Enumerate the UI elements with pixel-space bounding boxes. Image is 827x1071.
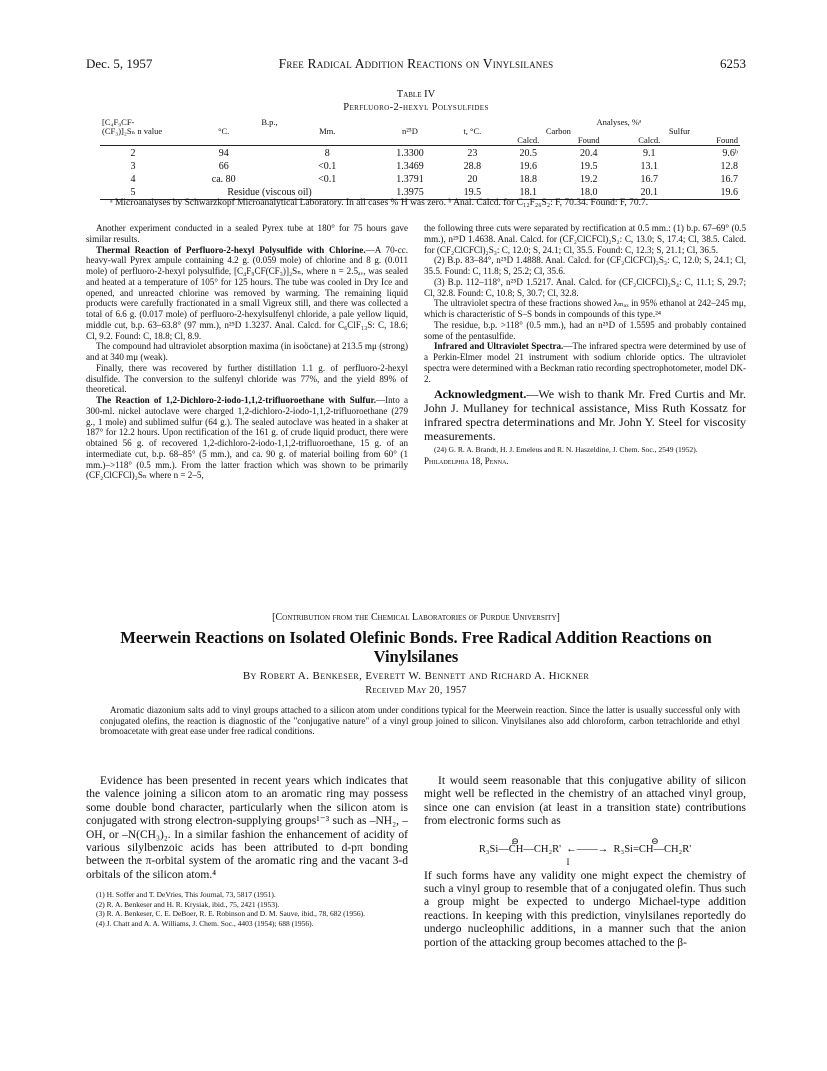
- table-header-row-3: [100, 136, 740, 146]
- cell-n: 2: [130, 148, 136, 159]
- cell-c-found: 19.5: [580, 161, 598, 172]
- cell-t: 19.5: [447, 186, 498, 200]
- page-header: [86, 56, 746, 72]
- header-t: t, °C.: [463, 126, 482, 136]
- run-in-heading: The Reaction of 1,2-Dichloro-2-iodo-1,1,2-trifluoroethane with Sulfur.: [96, 395, 376, 405]
- cell-s-calcd: 13.1: [640, 161, 659, 172]
- header-nd: n²⁵D: [401, 126, 418, 136]
- acknowledgment-heading: Acknowledgment.: [434, 387, 527, 402]
- equation-left: R₃Si—ĊH—CH₂R': [478, 843, 562, 855]
- data-table: [100, 118, 740, 200]
- charge-left: ⊖: [511, 835, 519, 846]
- cell-c-calcd: 18.1: [498, 186, 559, 200]
- paragraph: (3) B.p. 112–118°, n²⁵D 1.5217. Anal. Calcd. for (CF₂ClCFCl)₂S₄: C, 11.1; S, 29.7; Cl, 32.8. Found: C, 10.8; S, 30.7; Cl, 32.8.: [424, 276, 746, 298]
- reference-24: (24) G. R. A. Brandt, H. J. Emeleus and R. N. Haszeldine, J. Chem. Soc., 2549 (1952).: [434, 445, 698, 455]
- cell-s-calcd: 20.1: [619, 186, 680, 200]
- cell-c-calcd: 20.5: [519, 148, 537, 159]
- location-line: Philadelphia 18, Penna.: [424, 456, 509, 467]
- cell-s-found: 16.7: [720, 174, 738, 185]
- equation-right: R₃Si=CH—CH₂R': [613, 843, 692, 855]
- cell-bp-mm: <0.1: [318, 161, 337, 172]
- upper-left-column: [86, 223, 408, 481]
- cell-t: 28.8: [463, 161, 482, 172]
- cell-c-found: 19.2: [580, 174, 598, 185]
- header-carbon-calcd: Calcd.: [498, 136, 559, 146]
- header-sulfur-found: Found: [680, 136, 740, 146]
- cell-c-found: 18.0: [559, 186, 619, 200]
- cell-bp-mm: 8: [324, 148, 330, 159]
- paragraph: Evidence has been presented in recent years which indicates that the valence joining a silicon atom to an aromatic ring may possess some double bond character, particularly when the silicon atom is conjugated with strong electron-supplying groups¹⁻³ such as –NH₂, –OH, or –N(CH₃)₂. In a similar fashion the enhancement of acidity of various silylbenzoic acids has been attributed to d-pπ bonding between the π-orbital system of the aromatic ring and the vacant 3-d orbitals of the silicon atom.⁴: [86, 775, 408, 881]
- page-number: 6253: [720, 56, 746, 71]
- paragraph: The ultraviolet spectra of these fractions showed λₘₐₓ in 95% ethanol at 242–245 mμ, which is characteristic of S–S bonds in compounds of this type.²⁴: [424, 298, 746, 319]
- cell-nd: 1.3469: [396, 161, 424, 172]
- article-title: Meerwein Reactions on Isolated Olefinic Bonds. Free Radical Addition Reactions on Vinylsilanes: [120, 628, 712, 666]
- table-footnote: ᵃ Microanalyses by Schwarzkopf Microanalytical Laboratory. In all cases % H was zero. ᵇ Anal. Calcd. for C₁₂F₂₆S₂: F, 70.34. Found: F, 70.7.: [110, 198, 649, 208]
- article-authors: By Robert A. Benkeser, Everett W. Bennett and Richard A. Hickner: [242, 670, 590, 682]
- table-row: [100, 146, 740, 161]
- cell-nd: 1.3300: [396, 148, 424, 159]
- cell-s-calcd: 9.1: [643, 148, 656, 159]
- cell-n: 3: [130, 161, 136, 172]
- charge-right: ⊖: [651, 835, 659, 846]
- article-left-column: [86, 775, 408, 929]
- cell-bp-c: ca. 80: [211, 174, 236, 185]
- header-analyses: Analyses, %ᵃ: [596, 117, 642, 127]
- paragraph: It would seem reasonable that this conjugative ability of silicon might well be reflected in the chemistry of an attached vinyl group, since one can envision (at least in a transition state) contributions from electronic forms such as: [424, 775, 746, 828]
- paragraph: the following three cuts were separated by rectification at 0.5 mm.: (1) b.p. 67–69° (0.5 mm.), n²⁵D 1.4638. Anal. Calcd. for (CF₂ClCFCl)₂S₂: C, 13.0; S, 17.4; Cl, 38.5. Calcd. for (CF₂ClCFCl)₂S₃: C, 12.0; S, 24.1; Cl, 35.5. Found: C, 12.3; S, 21.1; Cl, 36.5.: [424, 223, 746, 255]
- cell-s-found: 19.6: [680, 186, 740, 200]
- paragraph: Another experiment conducted in a sealed Pyrex tube at 180° for 75 hours gave similar results.: [86, 223, 408, 244]
- cell-t: 23: [467, 148, 478, 159]
- equation-resonance: [424, 835, 746, 866]
- header-bp-c: °C.: [218, 126, 230, 136]
- abstract: Aromatic diazonium salts add to vinyl groups attached to a silicon atom under conditions typical for the Meerwein reaction. Since the latter is usually successful only with conjugated olefins, the reaction is diagnostic of the "conjugative nature" of a vinyl group joined to silicon. Vinylsilanes also add chloroform, carbon tetrachloride and ethyl bromoacetate with great ease under free radical conditions.: [100, 705, 740, 737]
- header-sulfur-calcd: Calcd.: [619, 136, 680, 146]
- article-right-column: [424, 775, 746, 950]
- reference-item: (4) J. Chatt and A. A. Williams, J. Chem. Soc., 4403 (1954); 688 (1956).: [96, 919, 314, 929]
- cell-bp-c: 66: [218, 161, 229, 172]
- cell-bp-c: 94: [218, 148, 229, 159]
- acknowledgment: Acknowledgment.—We wish to thank Mr. Fred Curtis and Mr. John J. Mullaney for technical assistance, Miss Ruth Kossatz for infrared spectra determinations and Mr. John Y. Steel for viscosity measurements.: [424, 387, 746, 444]
- cell-n: 5: [100, 186, 166, 200]
- table-row: [100, 173, 740, 186]
- equation-label: I: [566, 856, 570, 867]
- table-title: Table IV: [396, 89, 436, 100]
- cell-t: 20: [467, 174, 478, 185]
- cell-s-found: 12.8: [720, 161, 738, 172]
- run-in-heading: Infrared and Ultraviolet Spectra.: [434, 341, 564, 352]
- paragraph: The compound had ultraviolet absorption maxima (in isoöctane) at 213.5 mμ (strong) and at 340 mμ (weak).: [86, 341, 408, 362]
- received-date: Received May 20, 1957: [365, 685, 467, 696]
- table-header-row-1: [100, 118, 740, 127]
- table-row: [100, 160, 740, 173]
- running-title: Free Radical Addition Reactions on Vinylsilanes: [278, 56, 554, 71]
- table-caption: [86, 88, 746, 114]
- footnote-references: [86, 890, 408, 928]
- paragraph: The residue, b.p. >118° (0.5 mm.), had an n²⁵D of 1.5595 and probably contained some of the pentasulfide.: [424, 319, 746, 341]
- cell-c-calcd: 19.6: [519, 161, 537, 172]
- resonance-arrow: ←——→: [566, 843, 609, 855]
- cell-s-found: 9.6ᵇ: [722, 148, 738, 159]
- cell-nd: 1.3975: [373, 186, 447, 200]
- header-bp: B.p.,: [261, 117, 278, 127]
- upper-right-column: [424, 223, 746, 467]
- cell-nd: 1.3791: [396, 174, 424, 185]
- reference-item: (3) R. A. Benkeser, C. E. DeBoer, R. E. Robinson and D. M. Sauve, ibid., 78, 682 (1956).: [96, 909, 365, 919]
- table-subtitle: Perfluoro-2-hexyl Polysulfides: [343, 102, 489, 113]
- reference-item: (1) H. Soffer and T. DeVries, This Journal, 73, 5817 (1951).: [96, 890, 276, 900]
- reference-item: (2) R. A. Benkeser and H. R. Krysiak, ibid., 75, 2421 (1953).: [96, 899, 280, 909]
- header-bp-mm: Mm.: [319, 126, 336, 136]
- page-date: Dec. 5, 1957: [86, 56, 153, 71]
- paragraph: Finally, there was recovered by further distillation 1.1 g. of perfluoro-2-hexyl disulfide. The conversion to the sulfenyl chloride was 77%, and the yield 89% of theoretical.: [86, 362, 408, 395]
- header-sulfur: Sulfur: [668, 126, 691, 136]
- cell-bp-mm: <0.1: [318, 174, 337, 185]
- cell-c-found: 20.4: [580, 148, 598, 159]
- contribution-line: [Contribution from the Chemical Laboratories of Purdue University]: [272, 612, 560, 623]
- paragraph: Thermal Reaction of Perfluoro-2-hexyl Polysulfide with Chlorine.—A 70-cc. heavy-wall Pyrex ampule containing 4.2 g. (0.059 mole) of chlorine and 8 g. (0.011 mole) of perfluoro-2-hexyl polysulfide, [C₄F₉CF(CF₃)]₂Sₙ, where n = 2.5ₐᵥ, was sealed and heated at a temperature of 105° for 125 hours. The tube was cooled in Dry Ice and opened, and unreacted chlorine was removed by warming. The remaining liquid products were carefully fractionated in a small Vigreux still, and there was collected a total of 6.6 g. (0.017 mole) of perfluoro-2-hexylsulfenyl chloride, a pale yellow liquid, middle cut, b.p. 63–63.8° (97 mm.), n²⁵D 1.3237. Anal. Calcd. for C₆ClF₁₃S: C, 18.6; Cl, 9.2. Found: C, 18.8; Cl, 8.9.: [86, 244, 408, 341]
- cell-s-calcd: 16.7: [640, 174, 659, 185]
- paragraph: Infrared and Ultraviolet Spectra.—The infrared spectra were determined by use of a Perkin-Elmer model 21 instrument with sodium chloride optics. The ultraviolet spectra were determined with a Beckman ratio recording spectrophotometer, model DK-2.: [424, 341, 746, 384]
- header-carbon: Carbon: [545, 126, 571, 136]
- paragraph: (2) B.p. 83–84°, n²⁵D 1.4888. Anal. Calcd. for (CF₂ClCFCl)₂S₃: C, 12.0; S, 24.1; Cl, 35.5. Found: C, 11.8; S, 25.2; Cl, 35.6.: [424, 255, 746, 276]
- paragraph: The Reaction of 1,2-Dichloro-2-iodo-1,1,2-trifluoroethane with Sulfur.—Into a 300-ml. nickel autoclave were charged 1,2-dichloro-2-iodo-1,1,2-trifluoroethane (279 g., 1 mole) and sublimed sulfur (64 g.). The sealed autoclave was heated in a shaker at 187° for 12.2 hours. Upon rectification of the 161 g. of crude liquid product, there were obtained 56 g. of recovered 1,2-dichloro-2-iodo-1,1,2-trifluoroethane, 15 g. of an intermediate cut, b.p. 68–85° (5 mm.), and ca. 90 g. of material boiling from 60° (1 mm.)–>118° (0.5 mm.). From the latter fraction which was shown to be primarily (CF₂ClCFCl)₂Sₙ where n = 2–5,: [86, 395, 408, 481]
- cell-c-calcd: 18.8: [519, 174, 537, 185]
- cell-n: 4: [130, 174, 136, 185]
- run-in-heading: Thermal Reaction of Perfluoro-2-hexyl Polysulfide with Chlorine.: [96, 244, 366, 255]
- header-n-value: [C₄F₉CF-(CF₃)]₂Sₙ n value: [102, 117, 163, 136]
- paragraph: If such forms have any validity one might expect the chemistry of such a vinyl group to resemble that of a conjugated olefin. Thus such a group might be expected to undergo Michael-type addition reactions. In keeping with this prediction, vinylsilanes reportedly do undergo nucleophilic additions, in a manner such that the anion portion of the attacking group becomes attached to the β-: [424, 869, 746, 949]
- header-carbon-found: Found: [559, 136, 619, 146]
- cell-bp-merged: Residue (viscous oil): [166, 186, 373, 200]
